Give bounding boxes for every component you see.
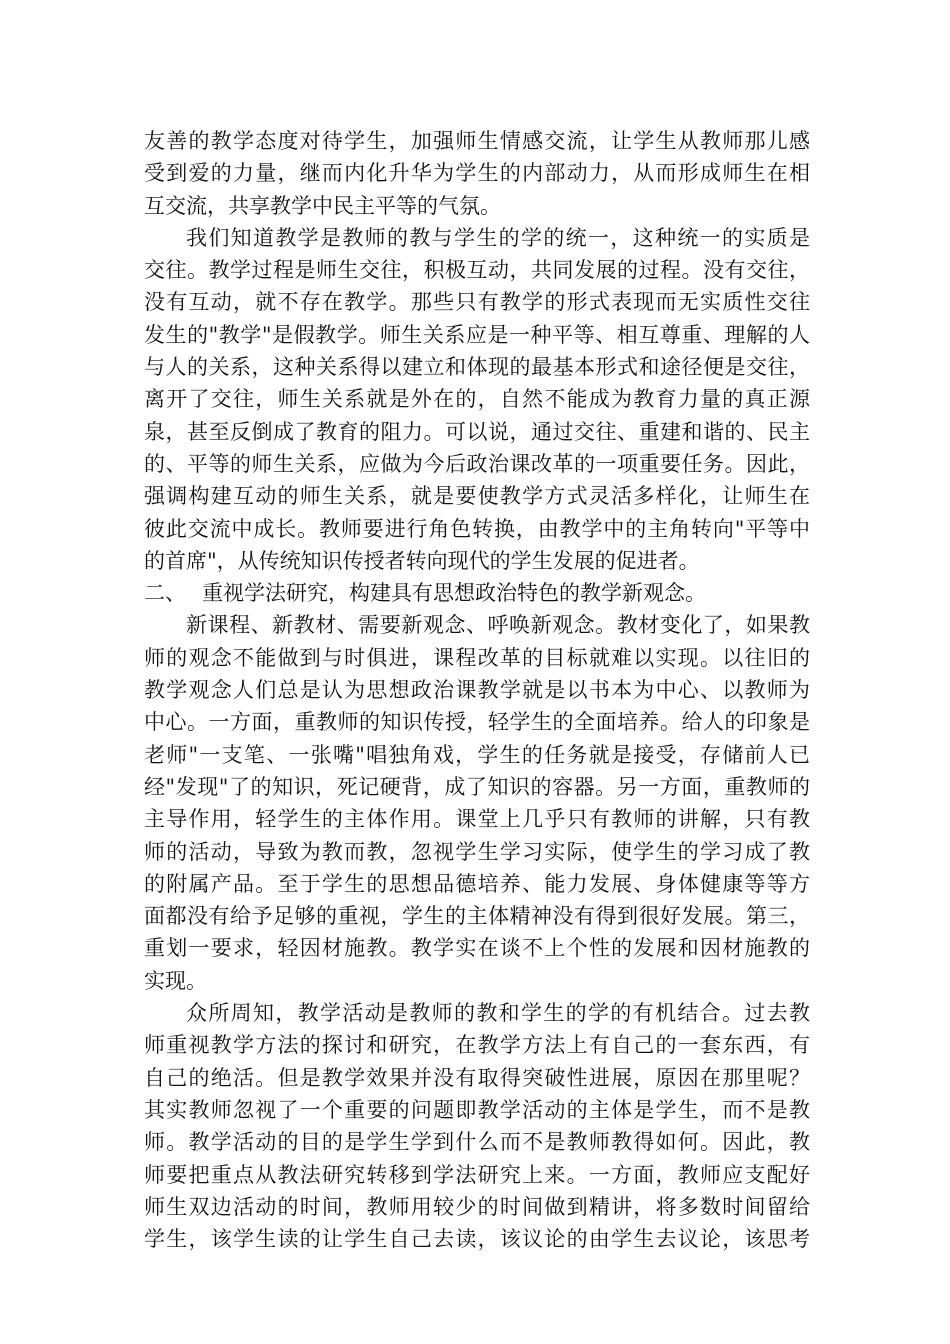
paragraph-line: 教学观念人们总是认为思想政治课教学就是以书本为中心、以教师为 (144, 678, 810, 703)
paragraph-line: 交往。教学过程是师生交往，积极互动，共同发展的过程。没有交往， (144, 258, 810, 283)
paragraph-line: 重划一要求，轻因材施教。教学实在谈不上个性的发展和因材施教的 (144, 936, 810, 961)
document-body (144, 125, 810, 1255)
paragraph-line: 泉，甚至反倒成了教育的阻力。可以说，通过交往、重建和谐的、民主 (144, 419, 810, 444)
paragraph-line: 实现。 (144, 968, 207, 993)
paragraph-line: 没有互动，就不存在教学。那些只有教学的形式表现而无实质性交往 (144, 290, 810, 315)
paragraph-line: 强调构建互动的师生关系，就是要使教学方式灵活多样化，让师生在 (144, 484, 810, 509)
paragraph-line: 中心。一方面，重教师的知识传授，轻学生的全面培养。给人的印象是 (144, 710, 810, 735)
paragraph-line: 的、平等的师生关系，应做为今后政治课改革的一项重要任务。因此， (144, 451, 810, 476)
paragraph-line: 受到爱的力量，继而内化升华为学生的内部动力，从而形成师生在相 (144, 161, 810, 186)
paragraph-3 (144, 609, 810, 997)
paragraph-line: 的附属产品。至于学生的思想品德培养、能力发展、身体健康等等方 (144, 871, 810, 896)
paragraph-line: 师要把重点从教法研究转移到学法研究上来。一方面，教师应支配好 (144, 1162, 810, 1187)
paragraph-line: 师重视教学方法的探讨和研究，在教学方法上有自己的一套东西，有 (144, 1033, 810, 1058)
paragraph-line: 自己的绝活。但是教学效果并没有取得突破性进展，原因在那里呢？ (144, 1065, 810, 1090)
paragraph-line: 新课程、新教材、需要新观念、呼唤新观念。教材变化了，如果教 (186, 613, 810, 638)
section-number: 二、 (144, 581, 186, 606)
paragraph-line: 师的活动，导致为教而教，忽视学生学习实际，使学生的学习成了教 (144, 839, 810, 864)
paragraph-1 (144, 125, 810, 222)
paragraph-line: 老师"一支笔、一张嘴"唱独角戏，学生的任务就是接受，存储前人已 (144, 742, 810, 767)
paragraph-line: 其实教师忽视了一个重要的问题即教学活动的主体是学生，而不是教 (144, 1097, 810, 1122)
paragraph-line: 离开了交往，师生关系就是外在的，自然不能成为教育力量的真正源 (144, 387, 810, 412)
paragraph-line: 师。教学活动的目的是学生学到什么而不是教师教得如何。因此，教 (144, 1130, 810, 1155)
paragraph-line: 师的观念不能做到与时俱进，课程改革的目标就难以实现。以往旧的 (144, 645, 810, 670)
section-heading (144, 577, 810, 609)
paragraph-line: 彼此交流中成长。教师要进行角色转换，由教学中的主角转向"平等中 (144, 516, 810, 541)
paragraph-line: 我们知道教学是教师的教与学生的学的统一，这种统一的实质是 (186, 225, 810, 250)
paragraph-line: 学生，该学生读的让学生自己去读，该议论的由学生去议论，该思考 (144, 1227, 810, 1252)
paragraph-4 (144, 997, 810, 1255)
paragraph-2 (144, 222, 810, 577)
paragraph-line: 发生的"教学"是假教学。师生关系应是一种平等、相互尊重、理解的人 (144, 322, 810, 347)
paragraph-line: 面都没有给予足够的重视，学生的主体精神没有得到很好发展。第三， (144, 904, 810, 929)
paragraph-line: 经"发现"了的知识，死记硬背，成了知识的容器。另一方面，重教师的 (144, 774, 810, 799)
paragraph-line: 互交流，共享教学中民主平等的气氛。 (144, 193, 501, 218)
paragraph-line: 主导作用，轻学生的主体作用。课堂上几乎只有教师的讲解，只有教 (144, 807, 810, 832)
section-title: 重视学法研究，构建具有思想政治特色的教学新观念。 (202, 581, 706, 606)
paragraph-line: 的首席"，从传统知识传授者转向现代的学生发展的促进者。 (144, 548, 700, 573)
paragraph-line: 与人的关系，这种关系得以建立和体现的最基本形式和途径便是交往， (144, 355, 810, 380)
paragraph-line: 师生双边活动的时间，教师用较少的时间做到精讲，将多数时间留给 (144, 1194, 810, 1219)
paragraph-line: 众所周知，教学活动是教师的教和学生的学的有机结合。过去教 (186, 1001, 810, 1026)
paragraph-line: 友善的教学态度对待学生，加强师生情感交流，让学生从教师那儿感 (144, 129, 810, 153)
